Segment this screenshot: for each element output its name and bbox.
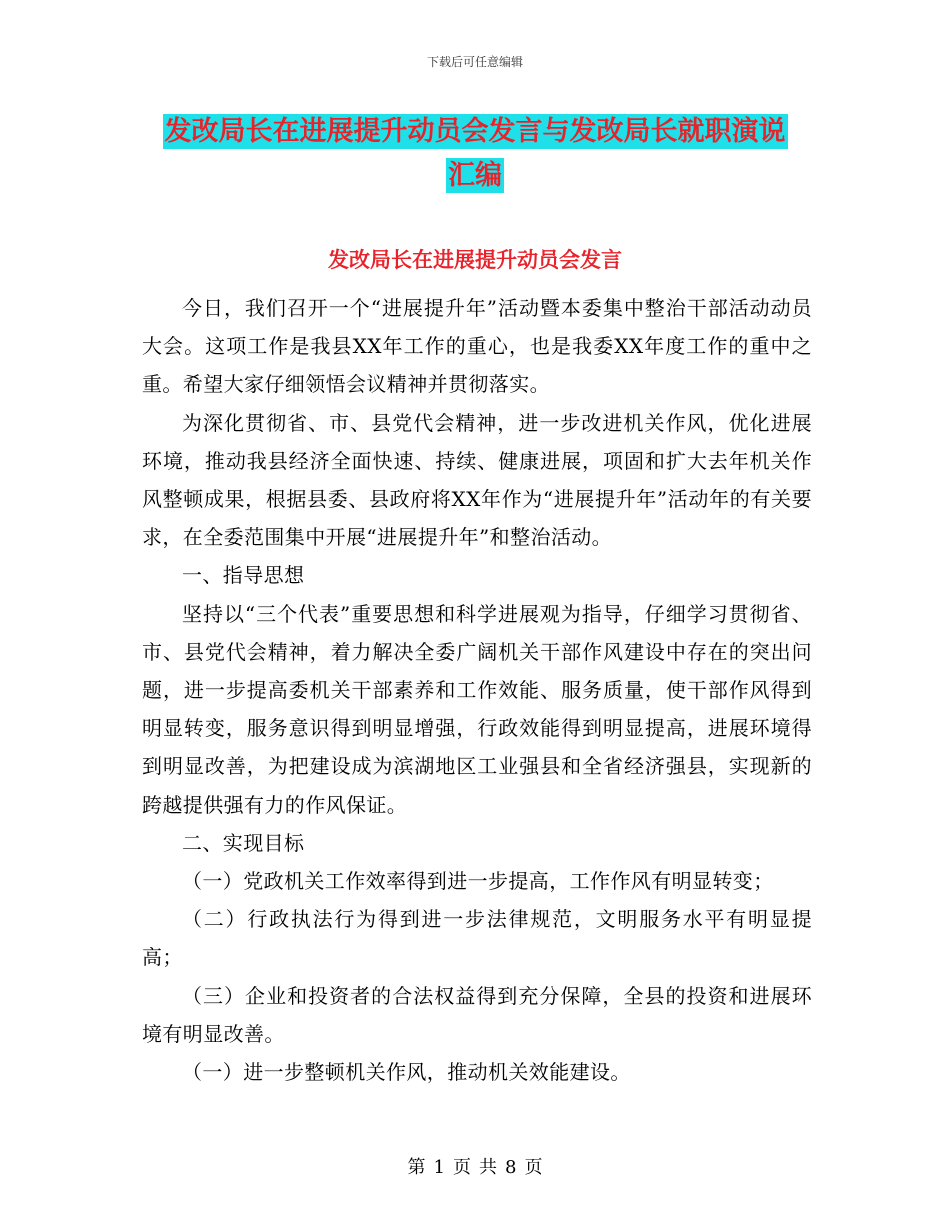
page-total: 8 bbox=[505, 1157, 517, 1178]
document-title-text-2: 汇编 bbox=[448, 160, 502, 191]
total-unit: 页 bbox=[524, 1157, 543, 1178]
document-title-line-1 bbox=[0, 108, 950, 156]
page-unit: 页 bbox=[453, 1157, 471, 1178]
paragraph: 为深化贯彻省、市、县党代会精神，进一步改进机关作风，优化进展环境，推动我县经济全面快速、持续、健康进展，项固和扩大去年机关作风整顿成果，根据县委、县政府将XX年作为“进展提升年”活动年的有关要求，在全委范围集中开展“进展提升年”和整治活动。 bbox=[142, 410, 812, 550]
page-footer bbox=[0, 1153, 950, 1179]
document-body bbox=[142, 289, 812, 1091]
document-title-text-1: 发改局长在进展提升动员会发言与发改局长就职演说 bbox=[164, 116, 786, 147]
paragraph: 今日，我们召开一个“进展提升年”活动暨本委集中整治干部活动动员大会。这项工作是我县XX年工作的重心，也是我委XX年度工作的重中之重。希望大家仔细领悟会议精神并贯彻落实。 bbox=[142, 296, 812, 397]
list-item: （一）党政机关工作效率得到进一步提高，工作作风有明显转变； bbox=[182, 869, 774, 894]
document-title-line-2 bbox=[0, 152, 950, 200]
page-current: 1 bbox=[433, 1157, 445, 1178]
list-item: （一）进一步整顿机关作风，推动机关效能建设。 bbox=[182, 1060, 631, 1085]
section-title: 发改局长在进展提升动员会发言 bbox=[328, 248, 622, 272]
heading-guiding-thought: 一、指导思想 bbox=[182, 563, 305, 588]
heading-goals: 二、实现目标 bbox=[182, 830, 305, 855]
header-note: 下载后可任意编辑 bbox=[426, 55, 523, 69]
list-item: （二）行政执法行为得到进一步法律规范，文明服务水平有明显提高； bbox=[142, 907, 812, 970]
paragraph: 坚持以“三个代表”重要思想和科学进展观为指导，仔细学习贯彻省、市、县党代会精神，着力解决全委广阔机关干部作风建设中存在的突出问题，进一步提高委机关干部素养和工作效能、服务质量，使干部作风得到明显转变，服务意识得到明显增强，行政效能得到明显提高，进展环境得到明显改善，为把建设成为滨湖地区工业强县和全省经济强县，实现新的跨越提供强有力的作风保证。 bbox=[142, 601, 812, 817]
page-label: 第 bbox=[407, 1157, 426, 1178]
list-item: （三）企业和投资者的合法权益得到充分保障，全县的投资和进展环境有明显改善。 bbox=[142, 983, 812, 1046]
total-label: 共 bbox=[479, 1157, 497, 1178]
